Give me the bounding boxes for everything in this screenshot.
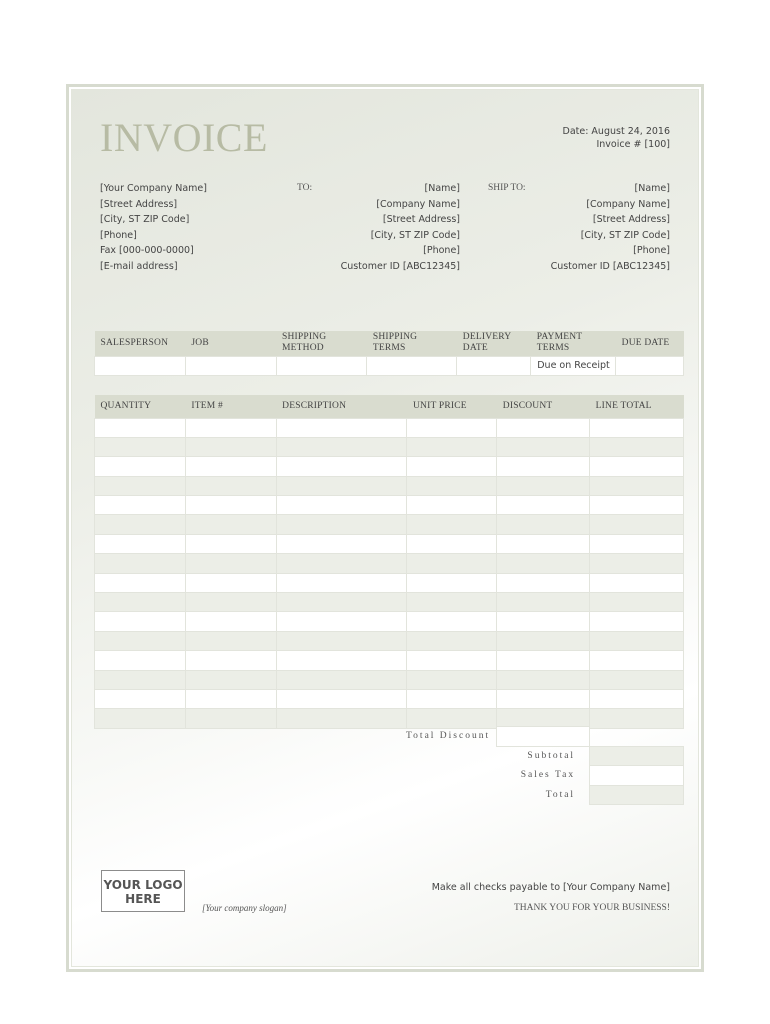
to-line: [Phone]: [423, 245, 460, 256]
table-row: [95, 534, 684, 553]
line-total-cell[interactable]: [590, 534, 684, 553]
table-row: [95, 593, 684, 612]
quantity-cell[interactable]: [95, 496, 186, 515]
table-row: [95, 651, 684, 670]
from-line: [Street Address]: [100, 198, 178, 210]
discount-cell[interactable]: [497, 476, 590, 495]
line-total-cell[interactable]: [590, 418, 684, 437]
unit-price-cell[interactable]: [407, 593, 497, 612]
description-cell[interactable]: [276, 437, 407, 456]
salesperson-cell[interactable]: [95, 356, 186, 375]
description-cell[interactable]: [276, 534, 407, 553]
quantity-cell[interactable]: [95, 476, 186, 495]
to-line: [Company Name]: [376, 198, 460, 210]
table-row: [95, 476, 684, 495]
header-quantity: QUANTITY: [95, 395, 186, 418]
item-number-cell[interactable]: [185, 476, 276, 495]
invoice-number: Invoice # [100]: [596, 139, 670, 150]
quantity-cell[interactable]: [95, 554, 186, 573]
header-salesperson: SALESPERSON: [95, 331, 186, 356]
description-cell[interactable]: [276, 573, 407, 592]
unit-price-cell[interactable]: [407, 651, 497, 670]
from-block: [100, 183, 207, 276]
table-row: [95, 670, 684, 689]
sales-tax-cell[interactable]: [590, 766, 684, 786]
due-date-cell[interactable]: [616, 356, 684, 375]
unit-price-cell[interactable]: [407, 476, 497, 495]
discount-cell[interactable]: [497, 612, 590, 631]
total-cell[interactable]: [590, 785, 684, 805]
line-total-cell[interactable]: [590, 670, 684, 689]
table-row: [95, 496, 684, 515]
to-label: TO:: [297, 183, 313, 193]
item-number-cell[interactable]: [185, 437, 276, 456]
line-total-cell[interactable]: [590, 496, 684, 515]
invoice-background: [71, 89, 699, 967]
total-discount-cell[interactable]: [497, 727, 590, 747]
item-number-cell[interactable]: [185, 631, 276, 650]
line-total-cell[interactable]: [590, 554, 684, 573]
header-delivery-date: DELIVERY DATE: [457, 331, 531, 356]
job-details-table: [94, 331, 684, 376]
header-item-number: ITEM #: [185, 395, 276, 418]
item-number-cell[interactable]: [185, 689, 276, 708]
unit-price-cell[interactable]: [407, 418, 497, 437]
ship-to-line: [Name]: [634, 183, 670, 194]
quantity-cell[interactable]: [95, 670, 186, 689]
totals-table: [94, 726, 684, 805]
ship-to-block: [520, 183, 670, 276]
quantity-cell[interactable]: [95, 593, 186, 612]
ship-to-line: [City, ST ZIP Code]: [580, 229, 670, 241]
logo-text-line: HERE: [125, 892, 161, 906]
invoice-title: INVOICE: [100, 115, 268, 160]
item-number-cell[interactable]: [185, 670, 276, 689]
quantity-cell[interactable]: [95, 573, 186, 592]
description-cell[interactable]: [276, 457, 407, 476]
ship-to-line: Customer ID [ABC12345]: [550, 260, 670, 272]
unit-price-cell[interactable]: [407, 670, 497, 689]
item-number-cell[interactable]: [185, 496, 276, 515]
thank-you-note: THANK YOU FOR YOUR BUSINESS!: [513, 903, 670, 913]
discount-cell[interactable]: [497, 496, 590, 515]
item-number-cell[interactable]: [185, 554, 276, 573]
shipping-method-cell[interactable]: [276, 356, 367, 375]
total-label: Total: [545, 789, 576, 800]
line-total-cell[interactable]: [590, 689, 684, 708]
from-line: [City, ST ZIP Code]: [100, 214, 190, 225]
sales-tax-label: Sales Tax: [520, 770, 576, 781]
discount-cell[interactable]: [497, 437, 590, 456]
quantity-cell[interactable]: [95, 515, 186, 534]
header-description: DESCRIPTION: [276, 395, 407, 418]
table-row: [95, 573, 684, 592]
item-number-cell[interactable]: [185, 457, 276, 476]
header-shipping-terms: SHIPPING TERMS: [367, 331, 457, 356]
line-total-cell[interactable]: [590, 515, 684, 534]
unit-price-cell[interactable]: [407, 496, 497, 515]
description-cell[interactable]: [276, 554, 407, 573]
logo-text-line: YOUR LOGO: [103, 878, 183, 892]
unit-price-cell[interactable]: [407, 534, 497, 553]
item-number-cell[interactable]: [185, 534, 276, 553]
line-total-cell[interactable]: [590, 457, 684, 476]
header-due-date: DUE DATE: [616, 331, 684, 356]
line-total-cell[interactable]: [590, 476, 684, 495]
description-cell[interactable]: [276, 612, 407, 631]
item-number-cell[interactable]: [185, 612, 276, 631]
item-number-cell[interactable]: [185, 418, 276, 437]
subtotal-cell[interactable]: [590, 746, 684, 766]
subtotal-label: Subtotal: [527, 751, 576, 761]
quantity-cell[interactable]: [95, 418, 186, 437]
unit-price-cell[interactable]: [407, 437, 497, 456]
quantity-cell[interactable]: [95, 534, 186, 553]
line-total-cell[interactable]: [590, 437, 684, 456]
to-block: [312, 183, 460, 276]
header-job: JOB: [185, 331, 276, 356]
table-row: [95, 437, 684, 456]
discount-cell[interactable]: [497, 573, 590, 592]
discount-cell[interactable]: [497, 418, 590, 437]
item-number-cell[interactable]: [185, 515, 276, 534]
header-discount: DISCOUNT: [497, 395, 590, 418]
table-row: [95, 418, 684, 437]
header-shipping-method: SHIPPING METHOD: [276, 331, 367, 356]
quantity-cell[interactable]: [95, 631, 186, 650]
company-slogan: [Your company slogan]: [202, 903, 287, 913]
from-line: [Phone]: [100, 229, 137, 241]
discount-cell[interactable]: [497, 689, 590, 708]
discount-cell[interactable]: [497, 457, 590, 476]
unit-price-cell[interactable]: [407, 631, 497, 650]
shipping-terms-cell[interactable]: [367, 356, 457, 375]
table-row: [95, 612, 684, 631]
item-number-cell[interactable]: [185, 651, 276, 670]
from-line: [Your Company Name]: [100, 183, 207, 194]
invoice-date: Date: August 24, 2016: [562, 126, 670, 137]
header-line-total: LINE TOTAL: [590, 395, 684, 418]
description-cell[interactable]: [276, 631, 407, 650]
unit-price-cell[interactable]: [407, 515, 497, 534]
ship-to-label: SHIP TO:: [488, 183, 526, 193]
description-cell[interactable]: [276, 670, 407, 689]
description-cell[interactable]: [276, 476, 407, 495]
discount-cell[interactable]: [497, 651, 590, 670]
item-number-cell[interactable]: [185, 573, 276, 592]
ship-to-line: [Phone]: [633, 245, 670, 256]
delivery-date-cell[interactable]: [457, 356, 531, 375]
item-number-cell[interactable]: [185, 593, 276, 612]
line-total-cell[interactable]: [590, 593, 684, 612]
line-total-cell[interactable]: [590, 631, 684, 650]
quantity-cell[interactable]: [95, 457, 186, 476]
discount-cell[interactable]: [497, 554, 590, 573]
discount-cell[interactable]: [497, 534, 590, 553]
payment-terms-cell[interactable]: Due on Receipt: [531, 356, 616, 375]
description-cell[interactable]: [276, 593, 407, 612]
header-payment-terms: PAYMENT TERMS: [531, 331, 616, 356]
table-row: [95, 515, 684, 534]
description-cell[interactable]: [276, 651, 407, 670]
unit-price-cell[interactable]: [407, 612, 497, 631]
job-cell[interactable]: [185, 356, 276, 375]
quantity-cell[interactable]: [95, 651, 186, 670]
unit-price-cell[interactable]: [407, 554, 497, 573]
line-items-body: [95, 418, 684, 728]
quantity-cell[interactable]: [95, 612, 186, 631]
table-row: [95, 457, 684, 476]
total-discount-label: Total Discount: [406, 731, 491, 742]
company-logo: [101, 870, 185, 912]
table-row: [95, 631, 684, 650]
to-line: [Name]: [424, 183, 460, 194]
to-line: [City, ST ZIP Code]: [370, 229, 460, 241]
to-line: Customer ID [ABC12345]: [340, 260, 460, 272]
from-line: Fax [000-000-0000]: [100, 245, 194, 256]
unit-price-cell[interactable]: [407, 457, 497, 476]
table-row: [95, 554, 684, 573]
table-row: [95, 689, 684, 708]
unit-price-cell[interactable]: [407, 573, 497, 592]
from-line: [E-mail address]: [100, 260, 178, 272]
line-total-cell[interactable]: [590, 651, 684, 670]
header-unit-price: UNIT PRICE: [407, 395, 497, 418]
to-line: [Street Address]: [382, 214, 460, 225]
description-cell[interactable]: [276, 689, 407, 708]
line-total-cell[interactable]: [590, 573, 684, 592]
quantity-cell[interactable]: [95, 689, 186, 708]
invoice-page: [66, 84, 704, 972]
description-cell[interactable]: [276, 496, 407, 515]
line-total-cell[interactable]: [590, 612, 684, 631]
line-items-table: [94, 395, 684, 729]
discount-cell[interactable]: [497, 593, 590, 612]
description-cell[interactable]: [276, 418, 407, 437]
checks-payable-note: Make all checks payable to [Your Company Name]: [431, 882, 670, 893]
discount-cell[interactable]: [497, 670, 590, 689]
discount-cell[interactable]: [497, 631, 590, 650]
discount-cell[interactable]: [497, 515, 590, 534]
description-cell[interactable]: [276, 515, 407, 534]
ship-to-line: [Company Name]: [586, 198, 670, 210]
unit-price-cell[interactable]: [407, 689, 497, 708]
ship-to-line: [Street Address]: [592, 214, 670, 225]
quantity-cell[interactable]: [95, 437, 186, 456]
